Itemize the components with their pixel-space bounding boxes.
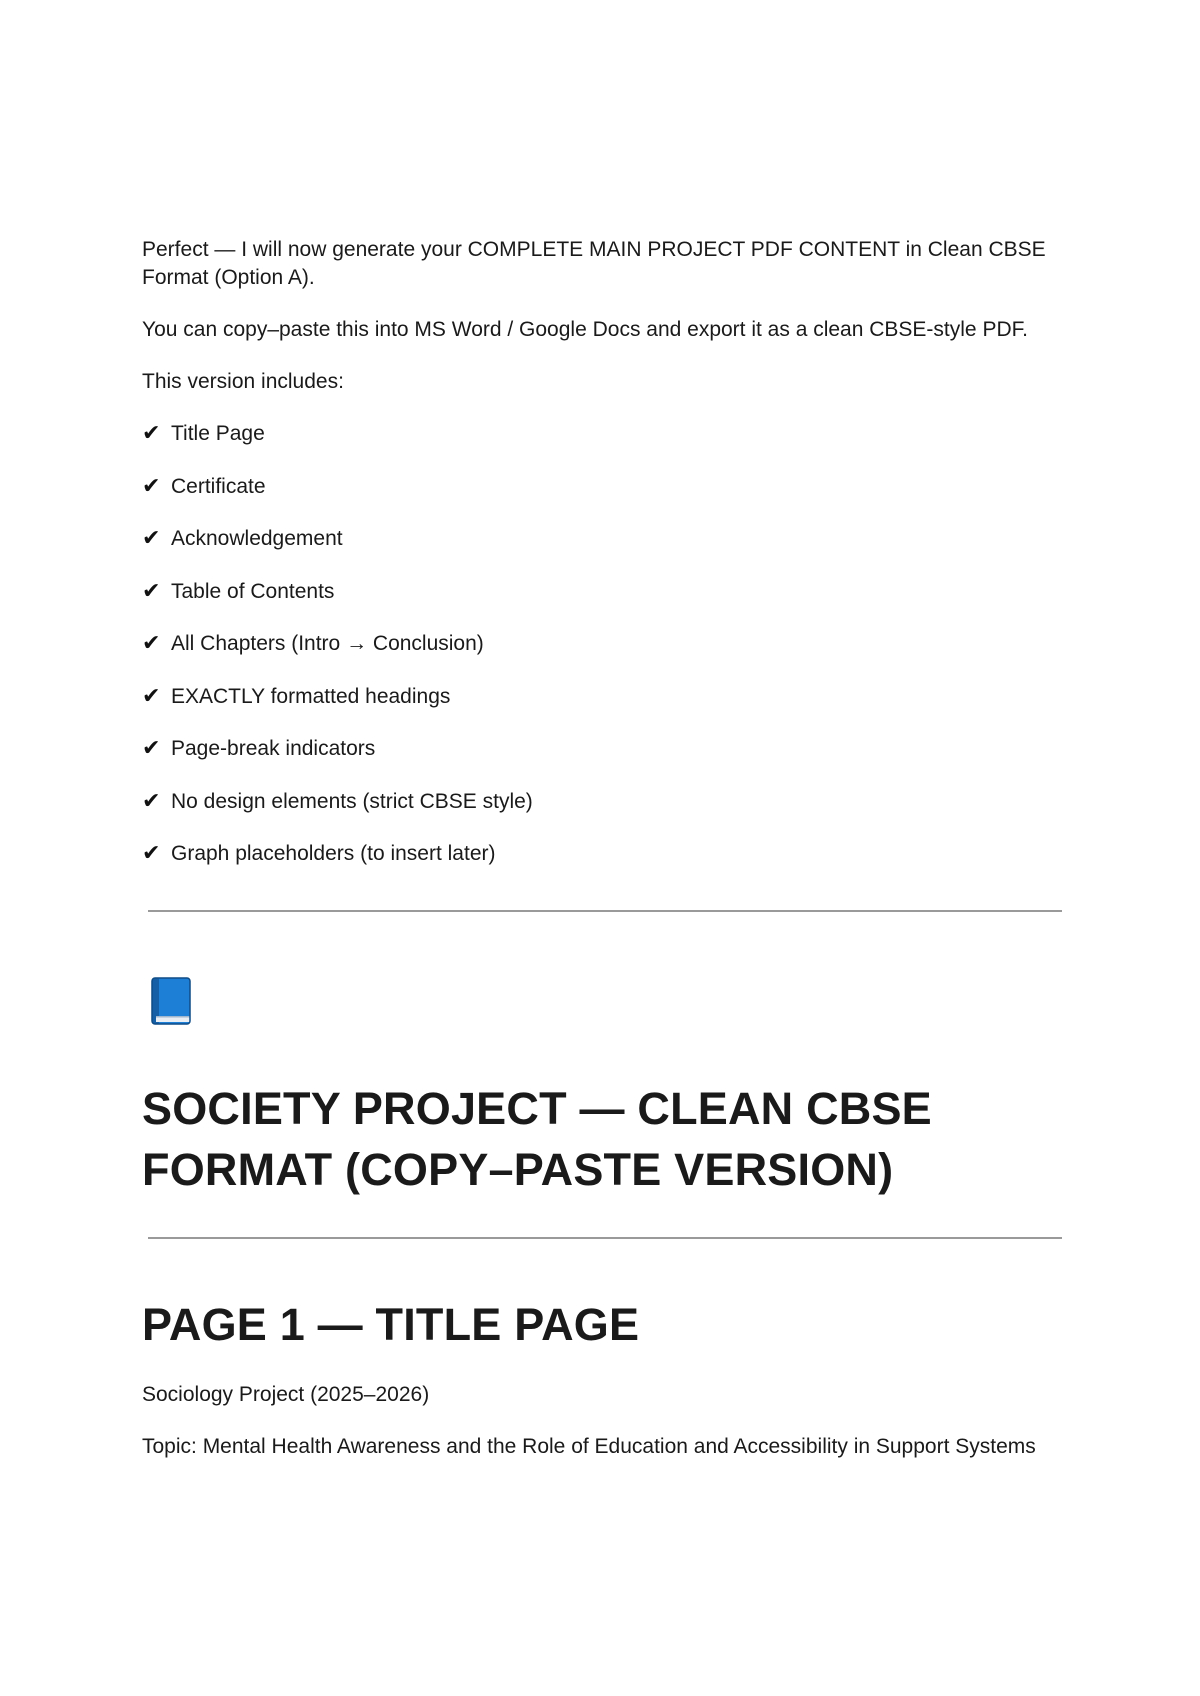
blue-book-icon [148,976,194,1026]
topic-line: Topic: Mental Health Awareness and the Role of Education and Accessibility in Support Systems [142,1435,1036,1458]
list-item-label: Table of Contents [171,579,335,603]
list-item-label: Title Page [171,422,265,445]
intro-paragraph-1: Perfect — I will now generate your COMPLETE MAIN PROJECT PDF CONTENT in Clean CBSE Format (Option A). [142,238,1046,289]
check-mark-icon: ✔ [142,473,161,499]
list-item [142,683,1062,711]
list-item-label: All Chapters (Intro → Conclusion) [171,632,484,655]
check-mark-icon: ✔ [142,841,161,866]
list-item [142,735,1062,763]
list-item-label: Acknowledgement [171,527,343,550]
horizontal-divider [148,910,1062,912]
list-item [142,578,1062,606]
horizontal-divider [148,1237,1062,1239]
page-1-heading: PAGE 1 — TITLE PAGE [142,1299,640,1350]
check-mark-icon: ✔ [142,736,161,761]
list-item [142,788,1062,816]
list-item [142,525,1062,553]
main-heading: SOCIETY PROJECT — CLEAN CBSE FORMAT (COPY–PASTE VERSION) [142,1083,932,1195]
list-item-label: No design elements (strict CBSE style) [171,789,533,813]
check-mark-icon: ✔ [142,683,161,709]
includes-checklist [142,420,1062,868]
list-item-label: Page-break indicators [171,737,376,760]
intro-paragraph-3: This version includes: [142,370,344,393]
subject-line: Sociology Project (2025–2026) [142,1383,430,1406]
list-item-label: EXACTLY formatted headings [171,684,451,708]
check-mark-icon: ✔ [142,526,161,551]
check-mark-icon: ✔ [142,578,161,604]
list-item-label: Graph placeholders (to insert later) [171,842,496,865]
intro-section [142,236,1062,893]
check-mark-icon: ✔ [142,421,161,446]
list-item [142,420,1062,448]
intro-paragraph-2: You can copy–paste this into MS Word / Google Docs and export it as a clean CBSE-style PDF. [142,318,1028,341]
list-item [142,630,1062,658]
list-item-label: Certificate [171,474,266,498]
list-item [142,840,1062,868]
check-mark-icon: ✔ [142,631,161,656]
check-mark-icon: ✔ [142,788,161,814]
list-item [142,473,1062,501]
